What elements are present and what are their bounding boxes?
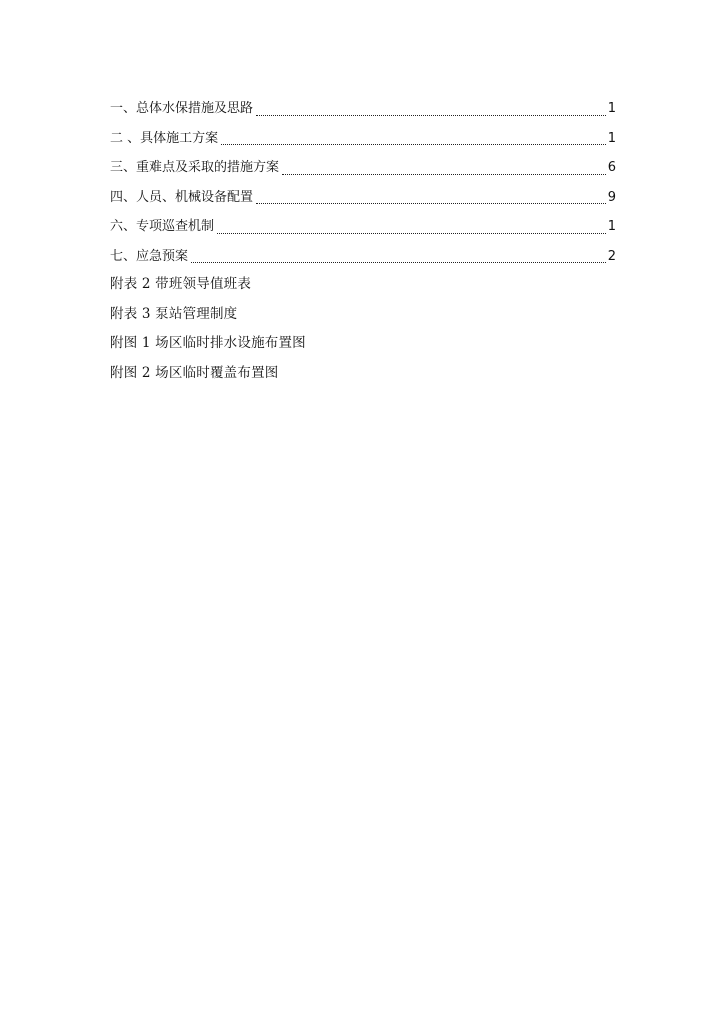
toc-entry[interactable] (110, 124, 616, 154)
toc-entry-page: 1 (607, 101, 616, 116)
appendix-item: 附表 2 带班领导值班表 (110, 276, 252, 292)
toc-entry[interactable] (110, 183, 616, 213)
toc-entry-page: 2 (607, 248, 616, 264)
toc-entry-title: 四、人员、机械设备配置 (110, 189, 254, 205)
table-of-contents (110, 94, 616, 271)
toc-entry-title: 三、重难点及采取的措施方案 (110, 160, 280, 175)
toc-entry-page: 1 (607, 130, 616, 146)
toc-leader-dots (256, 115, 606, 116)
toc-entry-title: 一、总体水保措施及思路 (110, 101, 254, 116)
appendix-item: 附表 3 泵站管理制度 (110, 305, 238, 322)
toc-entry-title: 二 、具体施工方案 (110, 130, 219, 146)
toc-leader-dots (256, 203, 606, 204)
toc-entry-page: 9 (607, 189, 616, 205)
appendix-list (110, 270, 616, 388)
appendix-item: 附图 2 场区临时覆盖布置图 (110, 364, 279, 381)
toc-entry-title: 七、应急预案 (110, 248, 189, 264)
toc-entry[interactable] (110, 153, 616, 183)
appendix-item: 附图 1 场区临时排水设施布置图 (110, 335, 306, 351)
toc-leader-dots (191, 262, 606, 263)
toc-entry-page: 6 (607, 160, 616, 175)
toc-leader-dots (217, 233, 606, 234)
toc-entry-page: 1 (607, 219, 616, 234)
toc-entry[interactable] (110, 242, 616, 272)
toc-entry[interactable] (110, 94, 616, 124)
toc-entry[interactable] (110, 212, 616, 242)
toc-entry-title: 六、专项巡查机制 (110, 219, 215, 234)
toc-leader-dots (282, 174, 606, 175)
toc-leader-dots (221, 144, 606, 145)
